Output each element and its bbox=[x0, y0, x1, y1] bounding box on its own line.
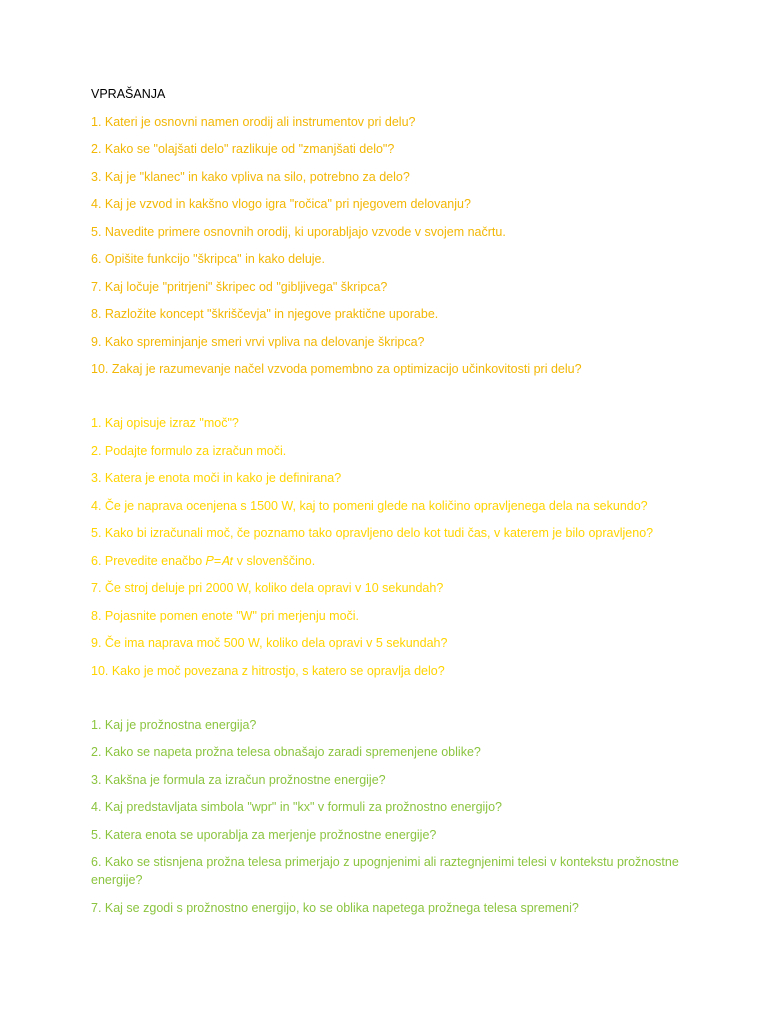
question-item: 2. Kako se "olajšati delo" razlikuje od "zmanjšati delo"? bbox=[91, 142, 395, 156]
question-item: 1. Kaj je prožnostna energija? bbox=[91, 717, 257, 732]
question-list-power bbox=[91, 414, 691, 680]
question-item: 8. Pojasnite pomen enote "W" pri merjenju moči. bbox=[91, 608, 360, 623]
question-item: 7. Če stroj deluje pri 2000 W, koliko dela opravi v 10 sekundah? bbox=[91, 581, 444, 595]
question-item: 2. Podajte formulo za izračun moči. bbox=[91, 443, 287, 458]
document-page bbox=[91, 85, 691, 926]
question-item: 9. Kako spreminjanje smeri vrvi vpliva na delovanje škripca? bbox=[91, 334, 425, 349]
question-item: 5. Kako bi izračunali moč, če poznamo tako opravljeno delo kot tudi čas, v katerem je bilo opravljeno? bbox=[91, 526, 654, 540]
question-item: 3. Katera je enota moči in kako je definirana? bbox=[91, 471, 342, 485]
document-heading: VPRAŠANJA bbox=[91, 87, 166, 101]
question-item: 7. Kaj ločuje "pritrjeni" škripec od "gibljivega" škripca? bbox=[91, 279, 388, 294]
question-item: 5. Navedite primere osnovnih orodij, ki uporabljajo vzvode v svojem načrtu. bbox=[91, 224, 506, 239]
question-item: 1. Kateri je osnovni namen orodij ali instrumentov pri delu? bbox=[91, 114, 416, 129]
question-item: 4. Če je naprava ocenjena s 1500 W, kaj to pomeni glede na količino opravljenega dela na sekundo? bbox=[91, 498, 648, 513]
question-item: 7. Kaj se zgodi s prožnostno energijo, ko se oblika napetega prožnega telesa spremeni? bbox=[91, 900, 579, 915]
question-item: 6. Kako se stisnjena prožna telesa primerjajo z upognjenimi ali raztegnjenimi telesi v kontekstu prožnostne energije? bbox=[91, 855, 679, 887]
question-item: 3. Kakšna je formula za izračun prožnostne energije? bbox=[91, 772, 386, 787]
question-item: 2. Kako se napeta prožna telesa obnašajo zaradi spremenjene oblike? bbox=[91, 745, 481, 759]
question-item: 6. Prevedite enačbo 𝑃=𝐴𝑡 v slovenščino. bbox=[91, 553, 316, 568]
question-item: 9. Če ima naprava moč 500 W, koliko dela opravi v 5 sekundah? bbox=[91, 636, 448, 650]
question-item: 6. Opišite funkcijo "škripca" in kako deluje. bbox=[91, 252, 325, 266]
question-item: 5. Katera enota se uporablja za merjenje prožnostne energije? bbox=[91, 827, 437, 842]
question-item: 8. Razložite koncept "škriščevja" in njegove praktične uporabe. bbox=[91, 307, 439, 321]
question-item: 3. Kaj je "klanec" in kako vpliva na silo, potrebno za delo? bbox=[91, 169, 410, 184]
question-item: 10. Zakaj je razumevanje načel vzvoda pomembno za optimizacijo učinkovitosti pri delu? bbox=[91, 362, 582, 376]
question-item: 1. Kaj opisuje izraz "moč"? bbox=[91, 416, 239, 430]
question-item: 4. Kaj predstavljata simbola "wpr" in "kx" v formuli za prožnostno energijo? bbox=[91, 800, 502, 814]
question-item: 4. Kaj je vzvod in kakšno vlogo igra "ročica" pri njegovem delovanju? bbox=[91, 197, 471, 211]
question-list-elastic-energy bbox=[91, 716, 691, 917]
question-item: 10. Kako je moč povezana z hitrostjo, s katero se opravlja delo? bbox=[91, 663, 445, 678]
question-list-levers-pulleys bbox=[91, 113, 691, 379]
